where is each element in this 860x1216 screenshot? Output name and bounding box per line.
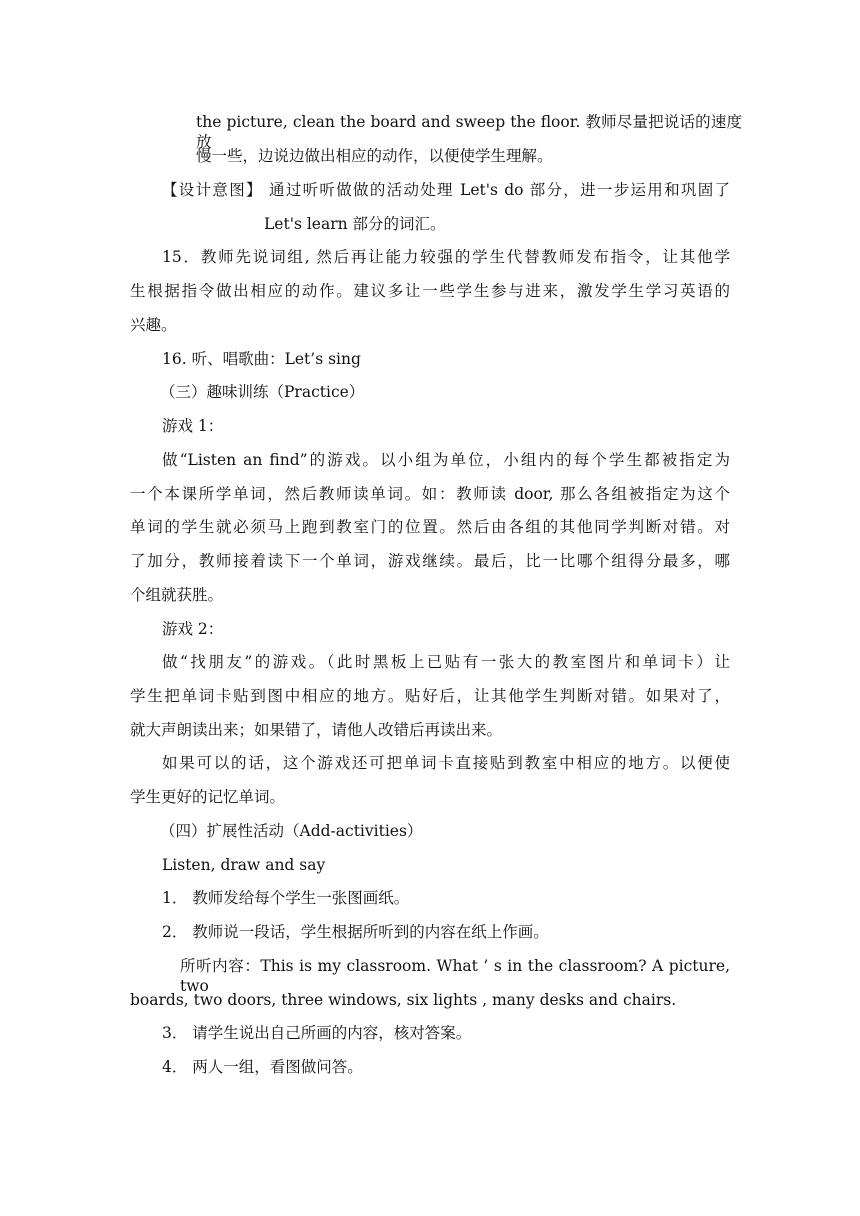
paragraph-line: boards, two doors, three windows, six lights , many desks and chairs. [130,991,677,1009]
paragraph-line: 学生更好的记忆单词。 [130,788,286,806]
list-item: 1． 教师发给每个学生一张图画纸。 [162,889,410,907]
paragraph-line: 所听内容：This is my classroom. What ’ s in the classroom? A picture, two [180,957,730,995]
text-line: the picture, clean the board and sweep the floor. 教师尽量把说话的速度放 [196,113,742,151]
design-intent-line: 【设计意图】 通过听听做做的活动处理 Let's do 部分，进一步运用和巩固了 [162,181,730,199]
paragraph-line: 兴趣。 [130,316,177,334]
list-item: 2． 教师说一段话，学生根据所听到的内容在纸上作画。 [162,923,549,941]
paragraph-line: 做“找朋友”的游戏。（此时黑板上已贴有一张大的教室图片和单词卡）让 [162,653,730,671]
text-line: 慢一些，边说边做出相应的动作，以便使学生理解。 [196,147,553,165]
paragraph-line: 个组就获胜。 [130,586,224,604]
subheading: Listen, draw and say [162,856,326,874]
paragraph-line: 就大声朗读出来；如果错了，请他人改错后再读出来。 [130,721,503,739]
paragraph-line: 15．教师先说词组, 然后再让能力较强的学生代替教师发布指令，让其他学 [162,248,730,266]
subheading: 游戏 1： [162,417,224,435]
paragraph-line: 单词的学生就必须马上跑到教室门的位置。然后由各组的其他同学判断对错。对 [130,518,730,536]
paragraph-line: 生根据指令做出相应的动作。建议多让一些学生参与进来，激发学生学习英语的 [130,282,730,300]
list-item: 3． 请学生说出自己所画的内容，核对答案。 [162,1024,472,1042]
paragraph-line: 一个本课所学单词，然后教师读单词。如：教师读 door, 那么各组被指定为这个 [130,485,730,503]
section-heading: （四）扩展性活动（Add-activities） [160,822,423,840]
paragraph-line: 如果可以的话，这个游戏还可把单词卡直接贴到教室中相应的地方。以便使 [162,754,730,772]
paragraph-line: 16. 听、唱歌曲：Let’s sing [162,350,361,368]
paragraph-line: 学生把单词卡贴到图中相应的地方。贴好后，让其他学生判断对错。如果对了， [130,687,730,705]
subheading: 游戏 2： [162,620,224,638]
paragraph-line: 了加分，教师接着读下一个单词，游戏继续。最后，比一比哪个组得分最多，哪 [130,552,730,570]
text-line: Let's learn 部分的词汇。 [264,215,446,233]
list-item: 4． 两人一组，看图做问答。 [162,1058,363,1076]
section-heading: （三）趣味训练（Practice） [160,383,365,401]
paragraph-line: 做“Listen an find”的游戏。以小组为单位，小组内的每个学生都被指定为 [162,451,730,469]
